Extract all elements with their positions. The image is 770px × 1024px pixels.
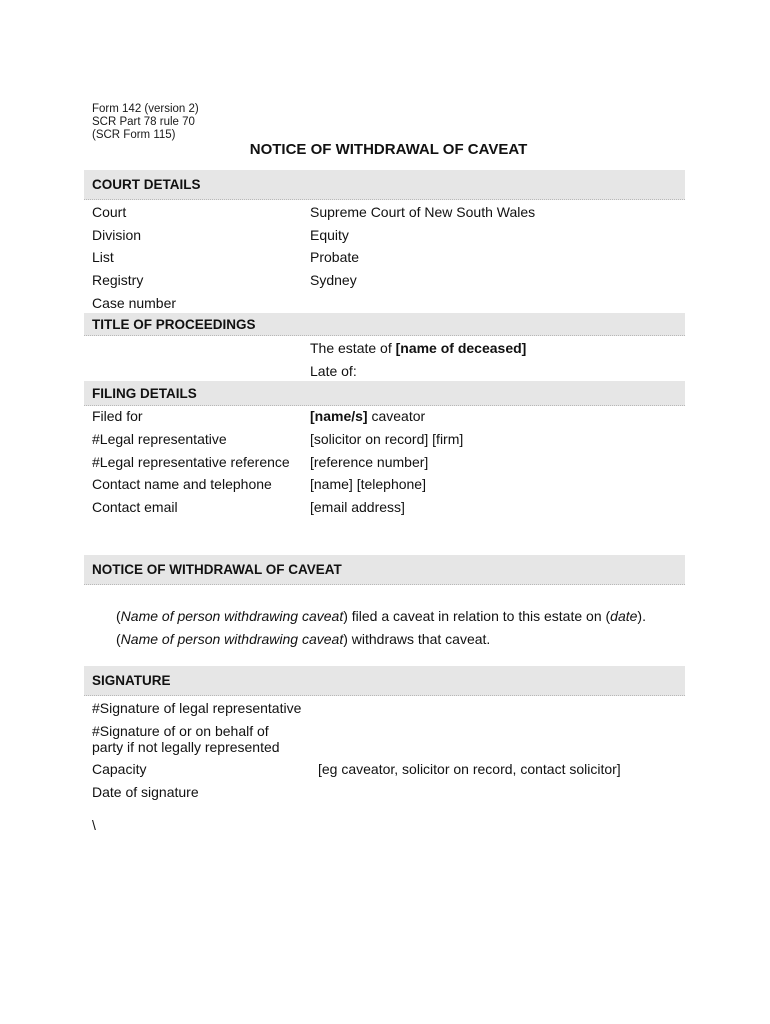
paren-close: ). (637, 608, 646, 624)
filed-for-label: Filed for (92, 408, 143, 424)
court-details-heading: COURT DETAILS (84, 170, 685, 200)
registry-label: Registry (92, 272, 144, 288)
form-number: Form 142 (version 2) (92, 103, 199, 115)
legal-rep-reference-label: #Legal representative reference (92, 454, 290, 470)
contact-name-value: [name] [telephone] (310, 476, 426, 492)
title-of-proceedings-heading: TITLE OF PROCEEDINGS (84, 313, 685, 336)
signature-heading: SIGNATURE (84, 666, 685, 696)
filing-details-heading: FILING DETAILS (84, 381, 685, 406)
paren-open-2: ( (116, 631, 121, 647)
capacity-value: [eg caveator, solicitor on record, contact solicitor] (318, 761, 621, 777)
list-value: Probate (310, 249, 360, 265)
date-placeholder: date (610, 608, 638, 624)
late-of-label: Late of: (310, 363, 357, 379)
person-withdrawing-placeholder: Name of person withdrawing caveat (120, 608, 344, 624)
legal-rep-value: [solicitor on record] [firm] (310, 431, 464, 447)
legal-rep-label: #Legal representative (92, 431, 227, 447)
filed-for-name: [name/s] (310, 408, 368, 424)
footer-mark: \ (92, 817, 96, 833)
legal-rep-reference-value: [reference number] (310, 454, 429, 470)
division-value: Equity (310, 227, 349, 243)
court-value: Supreme Court of New South Wales (310, 204, 536, 220)
notice-line-1-text: ) filed a caveat in relation to this estate on ( (343, 608, 611, 624)
contact-email-value: [email address] (310, 499, 405, 515)
case-number-label: Case number (92, 295, 177, 311)
filed-for-value (310, 408, 425, 424)
contact-email-label: Contact email (92, 499, 178, 515)
notice-line-2 (116, 631, 490, 647)
capacity-label: Capacity (92, 761, 147, 777)
notice-heading: NOTICE OF WITHDRAWAL OF CAVEAT (84, 555, 685, 585)
estate-of-line (310, 340, 526, 356)
paren-open: ( (116, 608, 121, 624)
division-label: Division (92, 227, 142, 243)
list-label: List (92, 249, 114, 265)
deceased-name-placeholder: [name of deceased] (395, 340, 527, 356)
court-label: Court (92, 204, 127, 220)
contact-name-label: Contact name and telephone (92, 476, 272, 492)
registry-value: Sydney (310, 272, 357, 288)
scr-form-number: (SCR Form 115) (92, 129, 176, 141)
date-of-signature-label: Date of signature (92, 784, 199, 800)
notice-line-2-text: ) withdraws that caveat. (343, 631, 491, 647)
filed-for-suffix: caveator (367, 408, 426, 424)
estate-prefix: The estate of (310, 340, 396, 356)
signature-party-label-line-1: #Signature of or on behalf of (92, 723, 269, 739)
signature-legal-rep-label: #Signature of legal representative (92, 700, 302, 716)
notice-line-1 (116, 608, 646, 624)
signature-party-label-line-2: party if not legally represented (92, 739, 280, 755)
form-rule: SCR Part 78 rule 70 (92, 116, 195, 128)
document-title: NOTICE OF WITHDRAWAL OF CAVEAT (249, 141, 528, 158)
person-withdrawing-placeholder-2: Name of person withdrawing caveat (120, 631, 344, 647)
